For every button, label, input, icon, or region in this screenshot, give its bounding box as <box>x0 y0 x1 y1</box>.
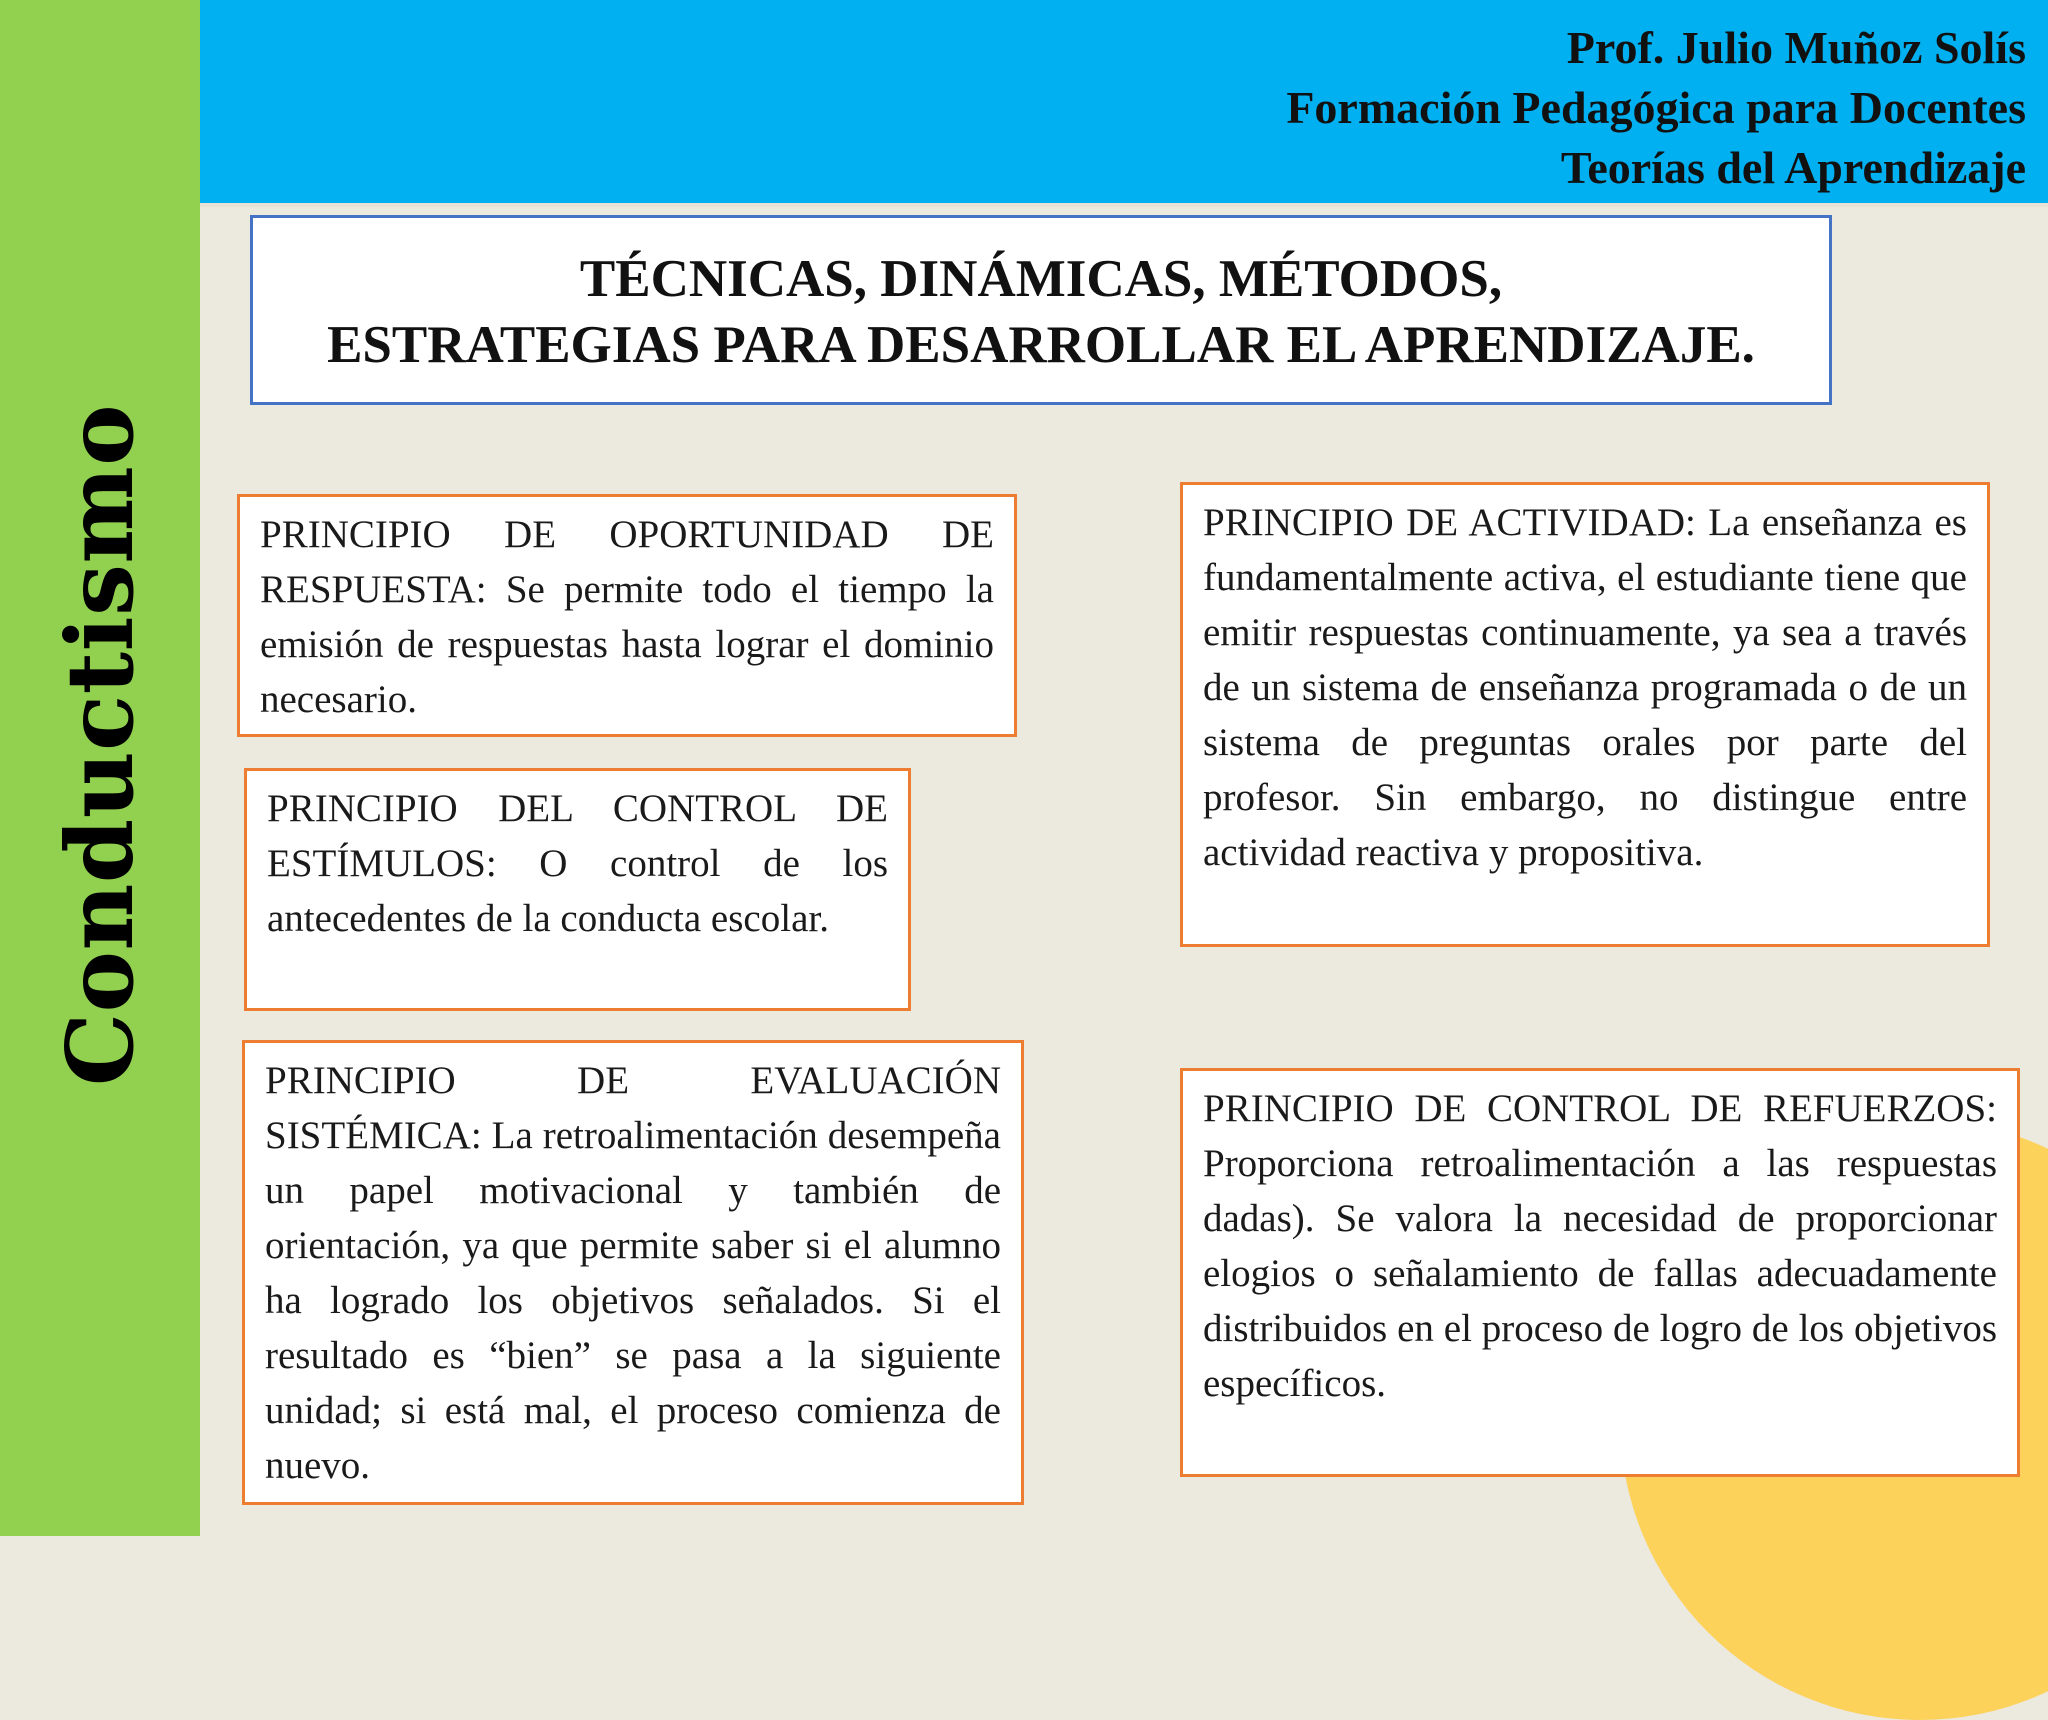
principle-card-oportunidad-respuesta: PRINCIPIO DE OPORTUNIDAD DE RESPUESTA: Se permite todo el tiempo la emisión de respuestas hasta lograr el dominio necesario. <box>237 494 1017 737</box>
principle-card-actividad: PRINCIPIO DE ACTIVIDAD: La enseñanza es fundamentalmente activa, el estudiante tiene que emitir respuestas continuamente, ya sea a través de un sistema de enseñanza programada o de un sistema de preguntas orales por parte del profesor. Sin embargo, no distingue entre actividad reactiva y propositiva. <box>1180 482 1990 947</box>
principle-card-control-refuerzos: PRINCIPIO DE CONTROL DE REFUERZOS: Proporciona retroalimentación a las respuestas dadas). Se valora la necesidad de proporcionar elogios o señalamiento de fallas adecuadamente distribuidos en el proceso de logro de los objetivos específicos. <box>1180 1068 2020 1477</box>
header-text <box>1286 18 2026 198</box>
side-band <box>0 0 200 1536</box>
side-title: Conductismo <box>46 403 154 1087</box>
header-band <box>200 0 2048 207</box>
title-line-1: TÉCNICAS, DINÁMICAS, MÉTODOS, <box>579 250 1503 308</box>
header-topic: Teorías del Aprendizaje <box>1560 142 2026 193</box>
page-title <box>250 215 1832 405</box>
header-author: Prof. Julio Muñoz Solís <box>1566 22 2026 73</box>
header-course: Formación Pedagógica para Docentes <box>1286 82 2026 133</box>
title-line-2: ESTRATEGIAS PARA DESARROLLAR EL APRENDIZAJE. <box>327 316 1755 374</box>
principle-card-control-estimulos: PRINCIPIO DEL CONTROL DE ESTÍMULOS: O control de los antecedentes de la conducta escolar. <box>244 768 911 1011</box>
principle-card-evaluacion-sistemica: PRINCIPIO DE EVALUACIÓN SISTÉMICA: La retroalimentación desempeña un papel motivacional y también de orientación, ya que permite saber si el alumno ha logrado los objetivos señalados. Si el resultado es “bien” se pasa a la siguiente unidad; si está mal, el proceso comienza de nuevo. <box>242 1040 1024 1505</box>
